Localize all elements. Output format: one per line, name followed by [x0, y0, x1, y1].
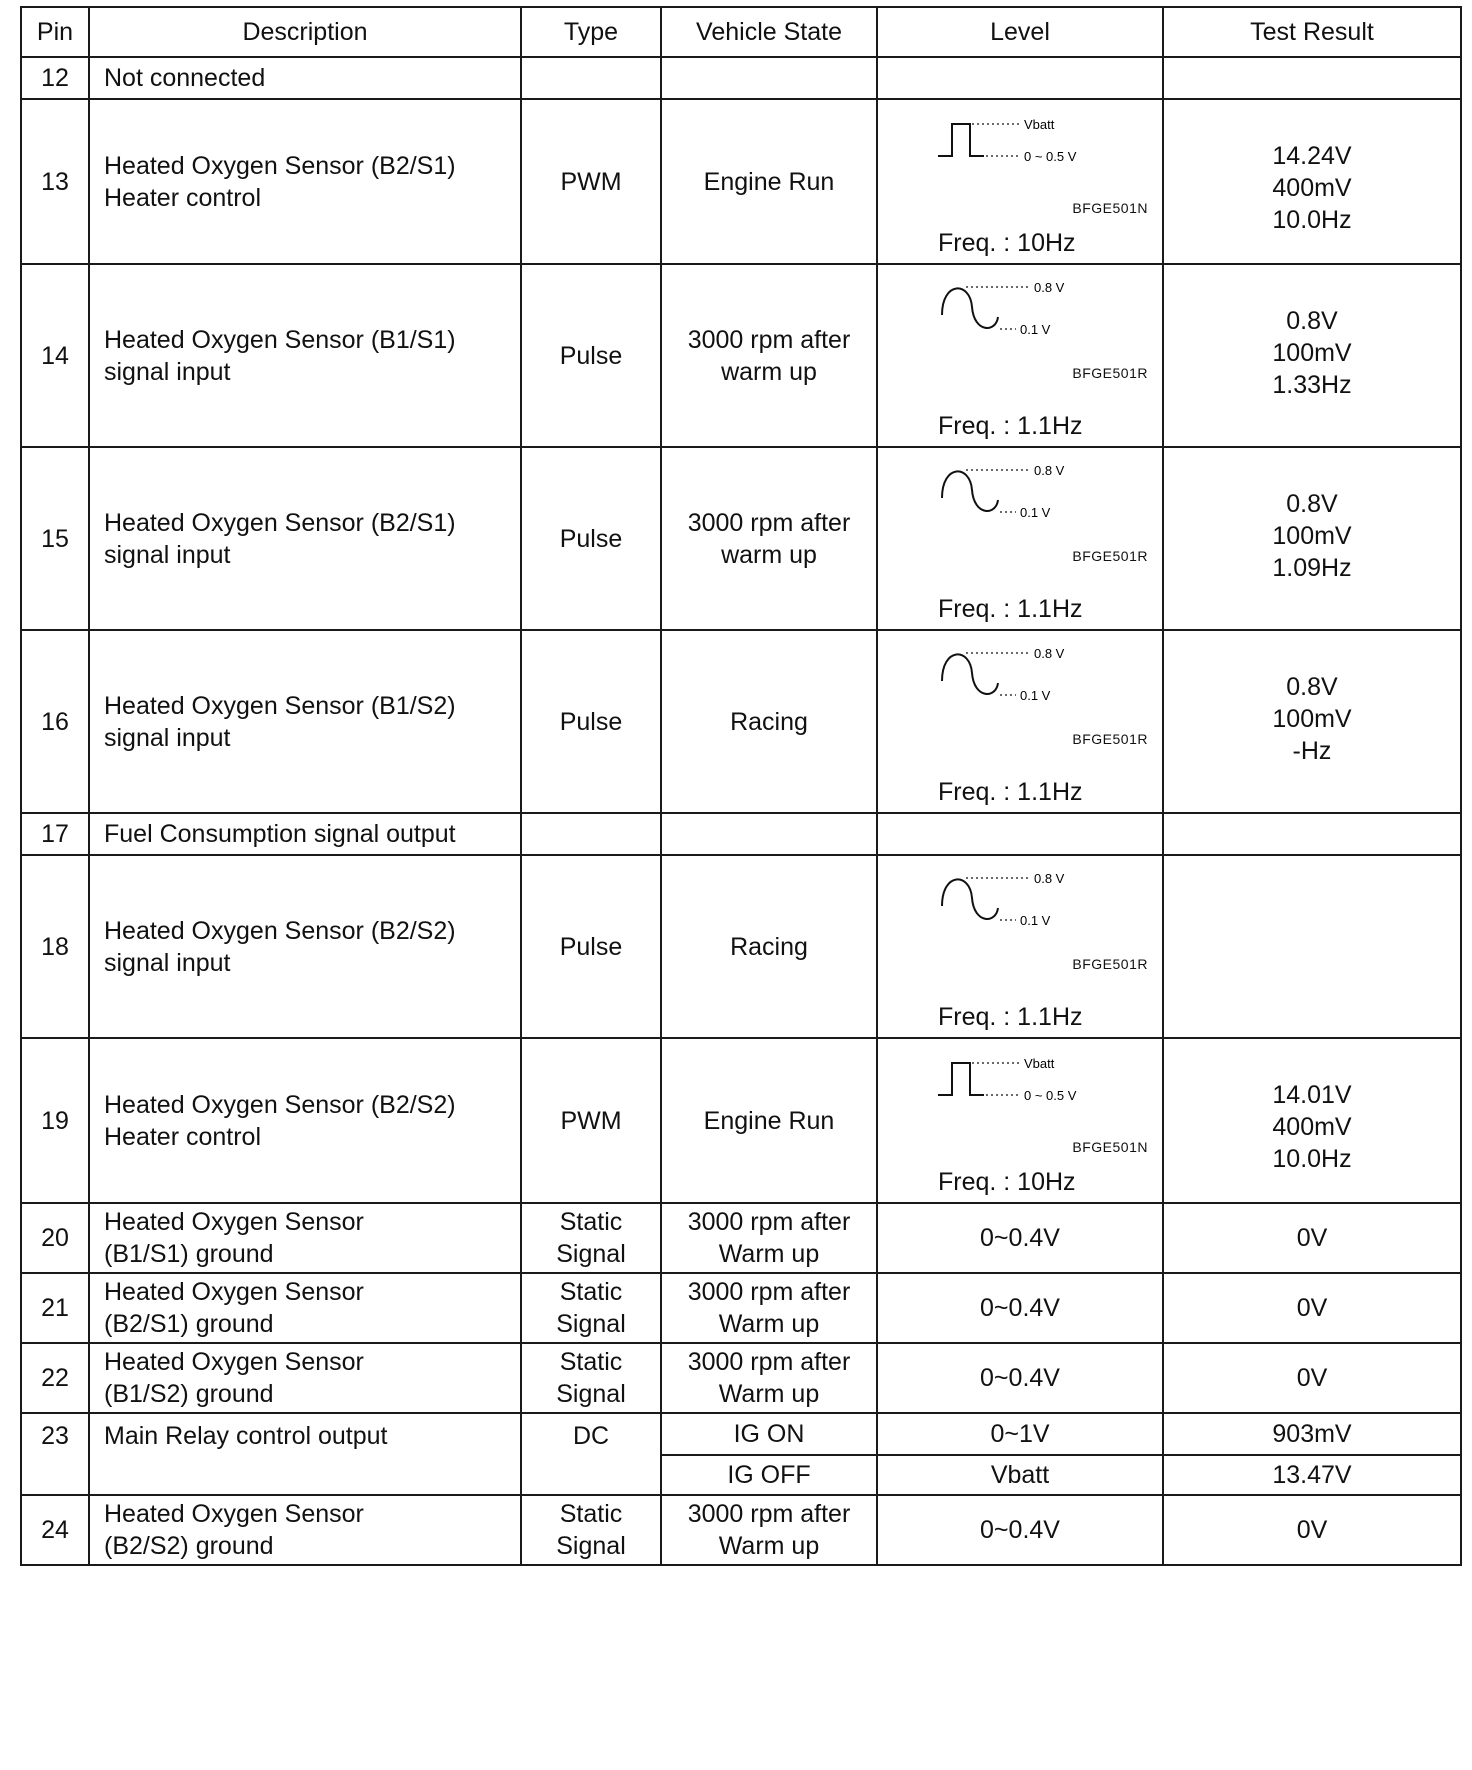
- table-row: [21, 1273, 1461, 1343]
- level-high-label: Vbatt: [1024, 117, 1055, 132]
- level: 0~0.4V: [877, 1273, 1163, 1343]
- level-low-label: 0.1 V: [1020, 913, 1051, 928]
- test-result: [1163, 1495, 1461, 1565]
- table-row: [21, 264, 1461, 447]
- state-line: 3000 rpm after: [687, 325, 851, 354]
- result-line: 1.09Hz: [1272, 554, 1352, 582]
- description-line: Heated Oxygen Sensor (B2/S2): [104, 1090, 456, 1119]
- description: [89, 1038, 521, 1203]
- state-line: Warm up: [718, 1310, 820, 1338]
- vehicle-state: [661, 57, 877, 99]
- signal-type: [521, 1413, 661, 1495]
- level-diagram: [878, 448, 1162, 629]
- result-line: 0V: [1296, 1364, 1328, 1392]
- test-result: [1163, 1203, 1461, 1273]
- description-line: Not connected: [104, 64, 266, 92]
- vehicle-state: [661, 855, 877, 1038]
- test-result: [1163, 447, 1461, 630]
- signal-type: [521, 99, 661, 264]
- table-row: [21, 57, 1461, 99]
- sine-wave-icon: [936, 460, 1086, 530]
- type-line: Signal: [556, 1240, 626, 1268]
- figure-code: BFGE501N: [1072, 1139, 1148, 1155]
- vehicle-state: [661, 447, 877, 630]
- state-line: warm up: [721, 540, 817, 569]
- state-line: 3000 rpm after: [687, 1278, 851, 1306]
- header-type: Type: [521, 7, 661, 57]
- type-line: Pulse: [559, 341, 623, 370]
- pin-number: 13: [21, 99, 89, 264]
- pin-number: 24: [21, 1495, 89, 1565]
- state-line: 3000 rpm after: [687, 508, 851, 537]
- header-test-result: Test Result: [1163, 7, 1461, 57]
- level-value: Vbatt: [877, 1455, 1163, 1495]
- type-line: Static: [559, 1500, 623, 1528]
- description: [89, 1413, 521, 1495]
- description-line: (B2/S2) ground: [104, 1532, 274, 1560]
- description-line: signal input: [104, 723, 231, 752]
- type-line: Static: [559, 1208, 623, 1236]
- signal-type: [521, 447, 661, 630]
- description-line: Heated Oxygen Sensor (B1/S2): [104, 691, 456, 720]
- level-low-label: 0.1 V: [1020, 505, 1051, 520]
- description: [89, 99, 521, 264]
- pin-number: 12: [21, 57, 89, 99]
- description-line: Heated Oxygen Sensor (B2/S1): [104, 151, 456, 180]
- pin-number: 15: [21, 447, 89, 630]
- state-line: 3000 rpm after: [687, 1500, 851, 1528]
- level: [877, 447, 1163, 630]
- description: [89, 57, 521, 99]
- result-line: 0.8V: [1286, 490, 1338, 518]
- description-line: signal input: [104, 357, 231, 386]
- frequency-label: Freq. : 1.1Hz: [938, 1003, 1083, 1031]
- description-line: (B1/S1) ground: [104, 1240, 274, 1268]
- signal-type: [521, 264, 661, 447]
- signal-type: [521, 1343, 661, 1413]
- description: [89, 1203, 521, 1273]
- result-line: 0V: [1296, 1516, 1328, 1544]
- level-diagram: [878, 631, 1162, 812]
- description: [89, 447, 521, 630]
- signal-type: [521, 630, 661, 813]
- level-high-label: 0.8 V: [1034, 280, 1065, 295]
- level-high-label: 0.8 V: [1034, 463, 1065, 478]
- table-row: [21, 1038, 1461, 1203]
- test-result: [1163, 1343, 1461, 1413]
- state-line: Racing: [730, 707, 808, 736]
- result-line: -Hz: [1292, 737, 1332, 765]
- result-line: 100mV: [1272, 339, 1352, 367]
- waveform-trace: [942, 288, 998, 328]
- description-line: Heated Oxygen Sensor: [104, 1208, 364, 1236]
- figure-code: BFGE501N: [1072, 200, 1148, 216]
- table-row: [21, 855, 1461, 1038]
- test-result: [1163, 1038, 1461, 1203]
- result-line: 0.8V: [1286, 673, 1338, 701]
- type-line: Signal: [556, 1380, 626, 1408]
- table-row: [21, 630, 1461, 813]
- state-line: Warm up: [718, 1532, 820, 1560]
- result-line: 14.01V: [1272, 1081, 1352, 1109]
- level: 0~0.4V: [877, 1203, 1163, 1273]
- table-row: [21, 1413, 1461, 1455]
- type-line: Pulse: [559, 524, 623, 553]
- type-line: Pulse: [559, 932, 623, 961]
- level-high-label: Vbatt: [1024, 1056, 1055, 1071]
- description-line: signal input: [104, 948, 231, 977]
- vehicle-state: IG OFF: [661, 1455, 877, 1495]
- pin-number: 21: [21, 1273, 89, 1343]
- vehicle-state: [661, 1495, 877, 1565]
- result-line: 400mV: [1272, 1113, 1352, 1141]
- table-row: [21, 99, 1461, 264]
- result-line: 400mV: [1272, 174, 1352, 202]
- description-line: signal input: [104, 540, 231, 569]
- level: [877, 57, 1163, 99]
- table-row: [21, 1203, 1461, 1273]
- waveform-trace: [942, 654, 998, 694]
- signal-type: [521, 1273, 661, 1343]
- description-line: Fuel Consumption signal output: [104, 820, 456, 848]
- level: [877, 813, 1163, 855]
- table-row: [21, 1495, 1461, 1565]
- description: [89, 630, 521, 813]
- result-line: 10.0Hz: [1272, 1145, 1352, 1173]
- figure-code: BFGE501R: [1072, 731, 1148, 747]
- type-line: DC: [572, 1422, 610, 1450]
- test-result: [1163, 813, 1461, 855]
- result-line: 0V: [1296, 1224, 1328, 1252]
- description: [89, 1495, 521, 1565]
- waveform-trace: [942, 879, 998, 919]
- vehicle-state: [661, 1038, 877, 1203]
- pin-number: 22: [21, 1343, 89, 1413]
- pin-number: 23: [21, 1413, 89, 1495]
- test-result: 903mV: [1163, 1413, 1461, 1455]
- figure-code: BFGE501R: [1072, 548, 1148, 564]
- pin-number: 14: [21, 264, 89, 447]
- state-line: Engine Run: [703, 167, 835, 196]
- vehicle-state: [661, 264, 877, 447]
- level-diagram: [878, 856, 1162, 1037]
- description-line: Heated Oxygen Sensor (B2/S2): [104, 916, 456, 945]
- result-line: 100mV: [1272, 705, 1352, 733]
- description-line: Heated Oxygen Sensor: [104, 1348, 364, 1376]
- state-line: Racing: [730, 932, 808, 961]
- table-row: [21, 1343, 1461, 1413]
- result-line: 100mV: [1272, 522, 1352, 550]
- vehicle-state: [661, 1343, 877, 1413]
- header-vehicle-state: Vehicle State: [661, 7, 877, 57]
- signal-type: [521, 813, 661, 855]
- test-result: [1163, 630, 1461, 813]
- vehicle-state: [661, 813, 877, 855]
- figure-code: BFGE501R: [1072, 365, 1148, 381]
- square-wave-icon: [936, 1051, 1086, 1121]
- pin-number: 20: [21, 1203, 89, 1273]
- level: [877, 630, 1163, 813]
- description-line: Heated Oxygen Sensor: [104, 1500, 364, 1528]
- level: 0~0.4V: [877, 1495, 1163, 1565]
- signal-type: [521, 1495, 661, 1565]
- frequency-label: Freq. : 1.1Hz: [938, 778, 1083, 806]
- description: [89, 813, 521, 855]
- sine-wave-icon: [936, 868, 1086, 938]
- level: [877, 99, 1163, 264]
- frequency-label: Freq. : 10Hz: [938, 229, 1076, 257]
- level: [877, 1038, 1163, 1203]
- state-line: warm up: [721, 357, 817, 386]
- waveform-trace: [942, 471, 998, 511]
- header-description: Description: [89, 7, 521, 57]
- header-row: [21, 7, 1461, 57]
- level-diagram: [878, 265, 1162, 446]
- frequency-label: Freq. : 1.1Hz: [938, 412, 1083, 440]
- result-line: 10.0Hz: [1272, 206, 1352, 234]
- description-line: Heated Oxygen Sensor (B1/S1): [104, 325, 456, 354]
- level: 0~0.4V: [877, 1343, 1163, 1413]
- vehicle-state: IG ON: [661, 1413, 877, 1455]
- description-line: Main Relay control output: [104, 1422, 388, 1450]
- result-line: 0.8V: [1286, 307, 1338, 335]
- type-line: PWM: [560, 167, 622, 196]
- level: [877, 264, 1163, 447]
- header-level: Level: [877, 7, 1163, 57]
- state-line: Engine Run: [703, 1106, 835, 1135]
- type-line: Static: [559, 1278, 623, 1306]
- type-line: Static: [559, 1348, 623, 1376]
- table-row: [21, 813, 1461, 855]
- vehicle-state: [661, 1203, 877, 1273]
- type-line: Pulse: [559, 707, 623, 736]
- test-result: 13.47V: [1163, 1455, 1461, 1495]
- type-line: Signal: [556, 1532, 626, 1560]
- test-result: [1163, 855, 1461, 1038]
- pin-number: 19: [21, 1038, 89, 1203]
- test-result: [1163, 264, 1461, 447]
- test-result: [1163, 99, 1461, 264]
- description-line: Heated Oxygen Sensor: [104, 1278, 364, 1306]
- vehicle-state: [661, 630, 877, 813]
- signal-type: [521, 57, 661, 99]
- result-line: 14.24V: [1272, 142, 1352, 170]
- type-line: PWM: [560, 1106, 622, 1135]
- level-low-label: 0 ~ 0.5 V: [1024, 1088, 1077, 1103]
- sine-wave-icon: [936, 277, 1086, 347]
- vehicle-state: [661, 1273, 877, 1343]
- pin-number: 16: [21, 630, 89, 813]
- test-result: [1163, 1273, 1461, 1343]
- frequency-label: Freq. : 1.1Hz: [938, 595, 1083, 623]
- description-line: (B2/S1) ground: [104, 1310, 274, 1338]
- pin-number: 17: [21, 813, 89, 855]
- description: [89, 1273, 521, 1343]
- description-line: Heated Oxygen Sensor (B2/S1): [104, 508, 456, 537]
- description-line: Heater control: [104, 183, 262, 212]
- level-high-label: 0.8 V: [1034, 871, 1065, 886]
- square-wave-icon: [936, 112, 1086, 182]
- state-line: 3000 rpm after: [687, 1208, 851, 1236]
- result-line: 1.33Hz: [1272, 371, 1352, 399]
- level-value: 0~1V: [877, 1413, 1163, 1455]
- level-low-label: 0.1 V: [1020, 322, 1051, 337]
- pin-number: 18: [21, 855, 89, 1038]
- table-row: [21, 447, 1461, 630]
- header-pin: Pin: [21, 7, 89, 57]
- figure-code: BFGE501R: [1072, 956, 1148, 972]
- result-line: 0V: [1296, 1294, 1328, 1322]
- frequency-label: Freq. : 10Hz: [938, 1168, 1076, 1196]
- waveform-trace: [938, 124, 984, 156]
- sine-wave-icon: [936, 643, 1086, 713]
- description-line: (B1/S2) ground: [104, 1380, 274, 1408]
- state-line: Warm up: [718, 1380, 820, 1408]
- signal-type: [521, 1203, 661, 1273]
- level-diagram: [878, 100, 1162, 263]
- pin-table: [20, 6, 1462, 1566]
- waveform-trace: [938, 1063, 984, 1095]
- signal-type: [521, 1038, 661, 1203]
- level-low-label: 0 ~ 0.5 V: [1024, 149, 1077, 164]
- state-line: 3000 rpm after: [687, 1348, 851, 1376]
- description-line: Heater control: [104, 1122, 262, 1151]
- description: [89, 1343, 521, 1413]
- level-high-label: 0.8 V: [1034, 646, 1065, 661]
- description: [89, 264, 521, 447]
- level-diagram: [878, 1039, 1162, 1202]
- state-line: Warm up: [718, 1240, 820, 1268]
- level-low-label: 0.1 V: [1020, 688, 1051, 703]
- description: [89, 855, 521, 1038]
- level: [877, 855, 1163, 1038]
- signal-type: [521, 855, 661, 1038]
- test-result: [1163, 57, 1461, 99]
- type-line: Signal: [556, 1310, 626, 1338]
- vehicle-state: [661, 99, 877, 264]
